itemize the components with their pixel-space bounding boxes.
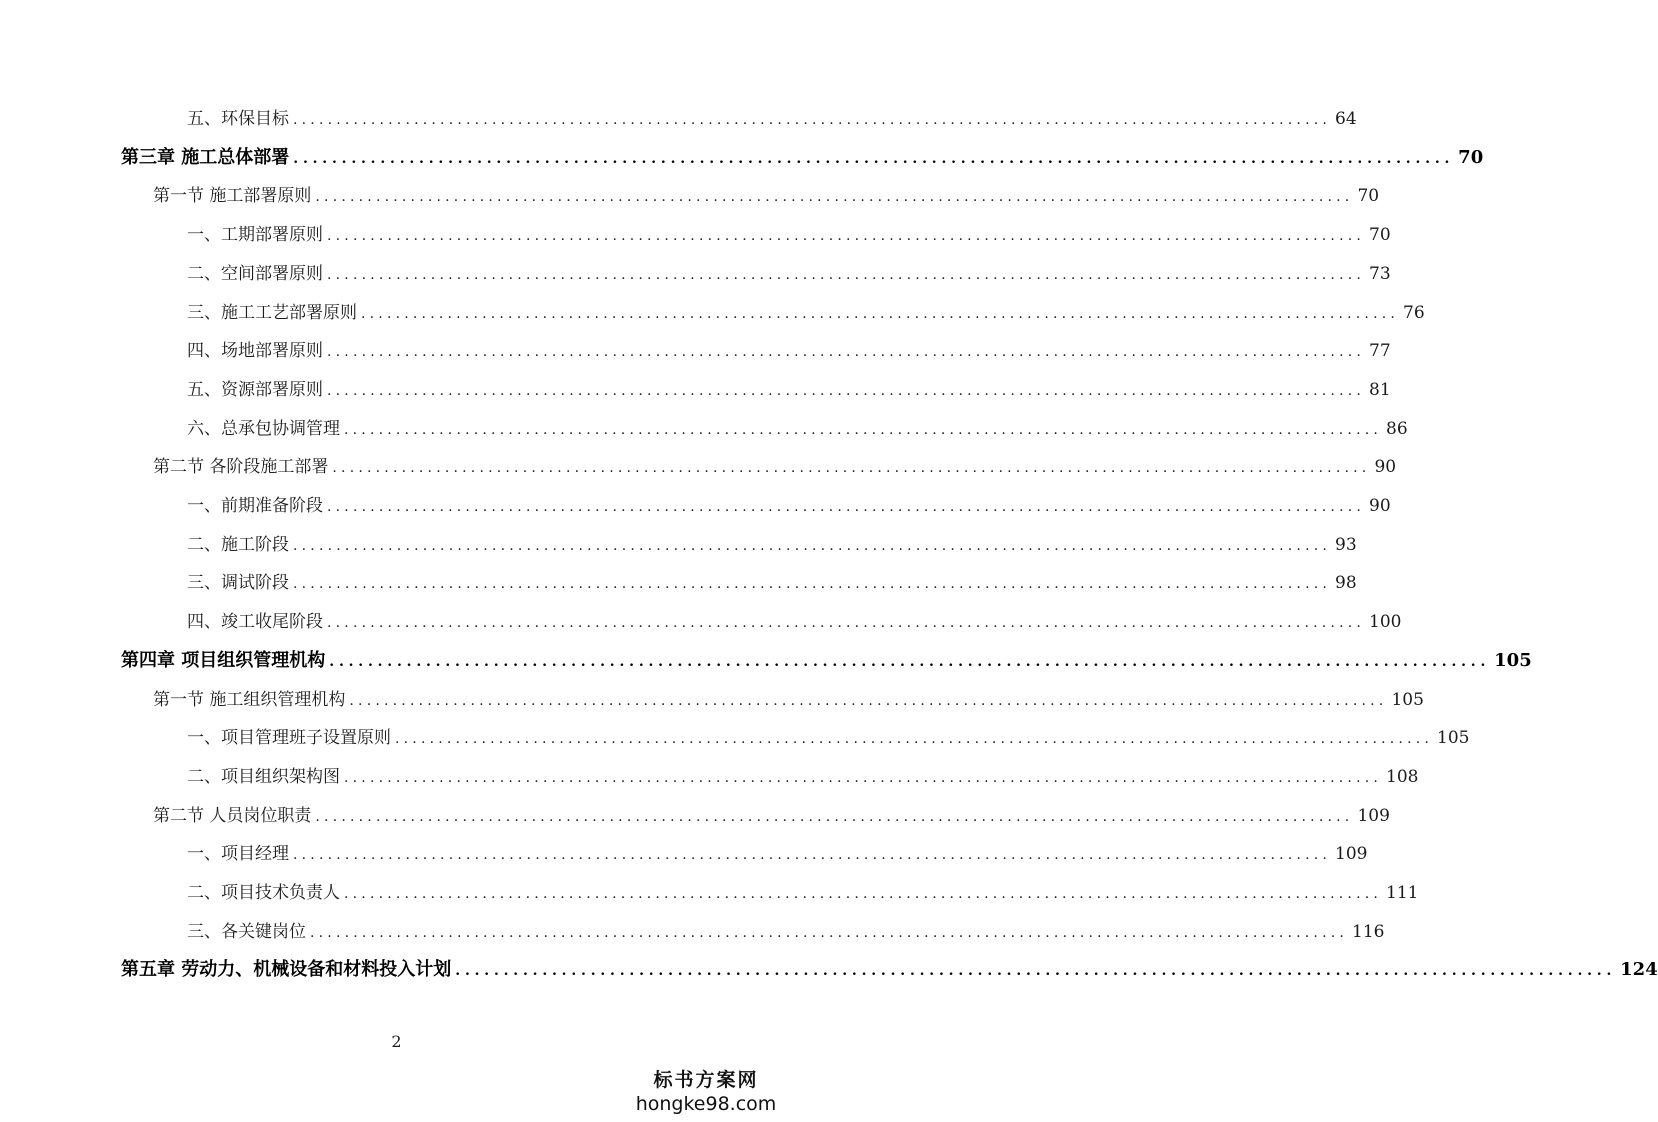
toc-dot-leader: ........................................................................................................................ (327, 615, 1366, 632)
toc-entry-page: 98 (1335, 573, 1357, 594)
toc-dot-leader: ........................................................................................................................ (315, 808, 1354, 825)
toc-entry-label: 二、空间部署原则 (187, 263, 323, 284)
toc-entry-page: 73 (1369, 263, 1391, 284)
watermark-logo (631, 1068, 781, 1116)
toc-subsection-entry[interactable] (187, 530, 1357, 556)
toc-dot-leader: ........................................................................................................................ (310, 924, 1349, 941)
toc-subsection-entry[interactable] (187, 375, 1391, 401)
toc-entry-page: 105 (1494, 649, 1532, 671)
toc-entry-label: 五、环保目标 (187, 109, 289, 129)
toc-entry-label: 三、调试阶段 (187, 573, 289, 594)
toc-entry-page: 124 (1620, 959, 1658, 981)
toc-entry-page: 77 (1369, 341, 1391, 362)
toc-dot-leader: ........................................................................................................................ (327, 382, 1366, 399)
toc-entry-page: 109 (1357, 805, 1390, 826)
toc-dot-leader: ........................................................................................................................ (332, 460, 1371, 477)
toc-entry-label: 一、前期准备阶段 (187, 496, 323, 516)
toc-dot-leader: ........................................................................................................................ (361, 305, 1400, 322)
toc-entry-page: 86 (1386, 418, 1408, 439)
toc-subsection-entry[interactable] (187, 491, 1391, 517)
toc-subsection-entry[interactable] (187, 878, 1419, 904)
toc-entry-label: 四、竣工收尾阶段 (187, 612, 323, 633)
toc-chapter-entry[interactable] (121, 143, 1484, 169)
toc-section-entry[interactable] (153, 685, 1424, 711)
toc-entry-label: 三、各关键岗位 (187, 921, 306, 942)
toc-dot-leader: ........................................................................................................................ (344, 769, 1383, 786)
toc-dot-leader: ........................................................................................................................ (327, 266, 1366, 283)
toc-dot-leader: ........................................................................................................................ (395, 731, 1434, 748)
page-number: 2 (391, 1032, 402, 1051)
toc-entry-label: 第四章 项目组织管理机构 (121, 649, 326, 671)
toc-entry-page: 64 (1335, 109, 1357, 129)
toc-subsection-entry[interactable] (187, 839, 1368, 865)
toc-entry-label: 第五章 劳动力、机械设备和材料投入计划 (121, 959, 452, 981)
toc-entry-label: 三、施工工艺部署原则 (187, 302, 357, 323)
toc-entry-page: 70 (1369, 225, 1391, 246)
toc-entry-label: 二、项目技术负责人 (187, 883, 340, 903)
toc-subsection-entry[interactable] (187, 723, 1470, 749)
toc-entry-page: 70 (1357, 186, 1380, 207)
toc-dot-leader: ........................................................................................................................ (293, 537, 1332, 554)
toc-dot-leader: ........................................................................................................................ (327, 344, 1366, 361)
toc-entry-page: 93 (1335, 534, 1357, 555)
toc-section-entry[interactable] (153, 452, 1397, 478)
toc-entry-page: 105 (1391, 689, 1424, 710)
toc-dot-leader: ........................................................................................................................ (293, 576, 1332, 593)
toc-entry-page: 100 (1369, 612, 1402, 633)
toc-entry-label: 第二节 各阶段施工部署 (153, 457, 329, 478)
toc-entry-label: 第一节 施工部署原则 (153, 186, 312, 207)
toc-entry-label: 一、项目管理班子设置原则 (187, 728, 391, 749)
toc-entry-page: 109 (1335, 844, 1368, 865)
toc-chapter-entry[interactable] (121, 646, 1532, 672)
toc-subsection-entry[interactable] (187, 104, 1357, 130)
toc-dot-leader: ........................................................................................................................ (315, 189, 1354, 206)
toc-dot-leader: ........................................................................................................................ (293, 112, 1332, 128)
toc-section-entry[interactable] (153, 181, 1380, 207)
toc-dot-leader: ........................................................................................................................ (455, 963, 1617, 980)
toc-entry-label: 二、项目组织架构图 (187, 766, 340, 787)
toc-subsection-entry[interactable] (187, 414, 1408, 440)
toc-subsection-entry[interactable] (187, 762, 1419, 788)
toc-dot-leader: ........................................................................................................................ (327, 499, 1366, 515)
toc-dot-leader: ........................................................................................................................ (327, 228, 1366, 245)
toc-entry-label: 第二节 人员岗位职责 (153, 805, 312, 826)
toc-subsection-entry[interactable] (187, 568, 1357, 594)
toc-dot-leader: ........................................................................................................................ (293, 847, 1332, 864)
toc-entry-label: 第一节 施工组织管理机构 (153, 689, 346, 710)
toc-entry-page: 105 (1437, 728, 1470, 749)
toc-entry-label: 二、施工阶段 (187, 534, 289, 555)
toc-dot-leader: ........................................................................................................................ (344, 421, 1383, 438)
toc-section-entry[interactable] (153, 801, 1390, 827)
toc-entry-page: 81 (1369, 379, 1391, 400)
toc-entry-page: 76 (1403, 302, 1425, 323)
toc-entry-label: 一、项目经理 (187, 844, 289, 865)
toc-subsection-entry[interactable] (187, 336, 1391, 362)
toc-entry-page: 90 (1369, 496, 1391, 516)
toc-subsection-entry[interactable] (187, 917, 1385, 943)
toc-subsection-entry[interactable] (187, 298, 1425, 324)
toc-entry-label: 第三章 施工总体部署 (121, 146, 290, 168)
toc-entry-page: 116 (1352, 921, 1385, 942)
toc-entry-page: 90 (1374, 457, 1397, 478)
toc-entry-page: 108 (1386, 766, 1419, 787)
toc-entry-label: 六、总承包协调管理 (187, 418, 340, 439)
toc-entry-label: 四、场地部署原则 (187, 341, 323, 362)
toc-chapter-entry[interactable] (121, 955, 1658, 981)
toc-dot-leader: ........................................................................................................................ (293, 150, 1455, 167)
toc-entry-page: 111 (1386, 883, 1419, 903)
toc-dot-leader: ........................................................................................................................ (349, 692, 1388, 709)
toc-entry-label: 一、工期部署原则 (187, 225, 323, 246)
toc-dot-leader: ........................................................................................................................ (344, 886, 1383, 902)
toc-dot-leader: ........................................................................................................................ (329, 653, 1491, 670)
watermark-line-cn: 标书方案网 (653, 1069, 759, 1091)
toc-subsection-entry[interactable] (187, 220, 1391, 246)
toc-subsection-entry[interactable] (187, 607, 1402, 633)
toc-entry-label: 五、资源部署原则 (187, 379, 323, 400)
toc-subsection-entry[interactable] (187, 259, 1391, 285)
toc-entry-page: 70 (1458, 146, 1484, 168)
watermark-line-en: hongke98.com (635, 1093, 777, 1115)
